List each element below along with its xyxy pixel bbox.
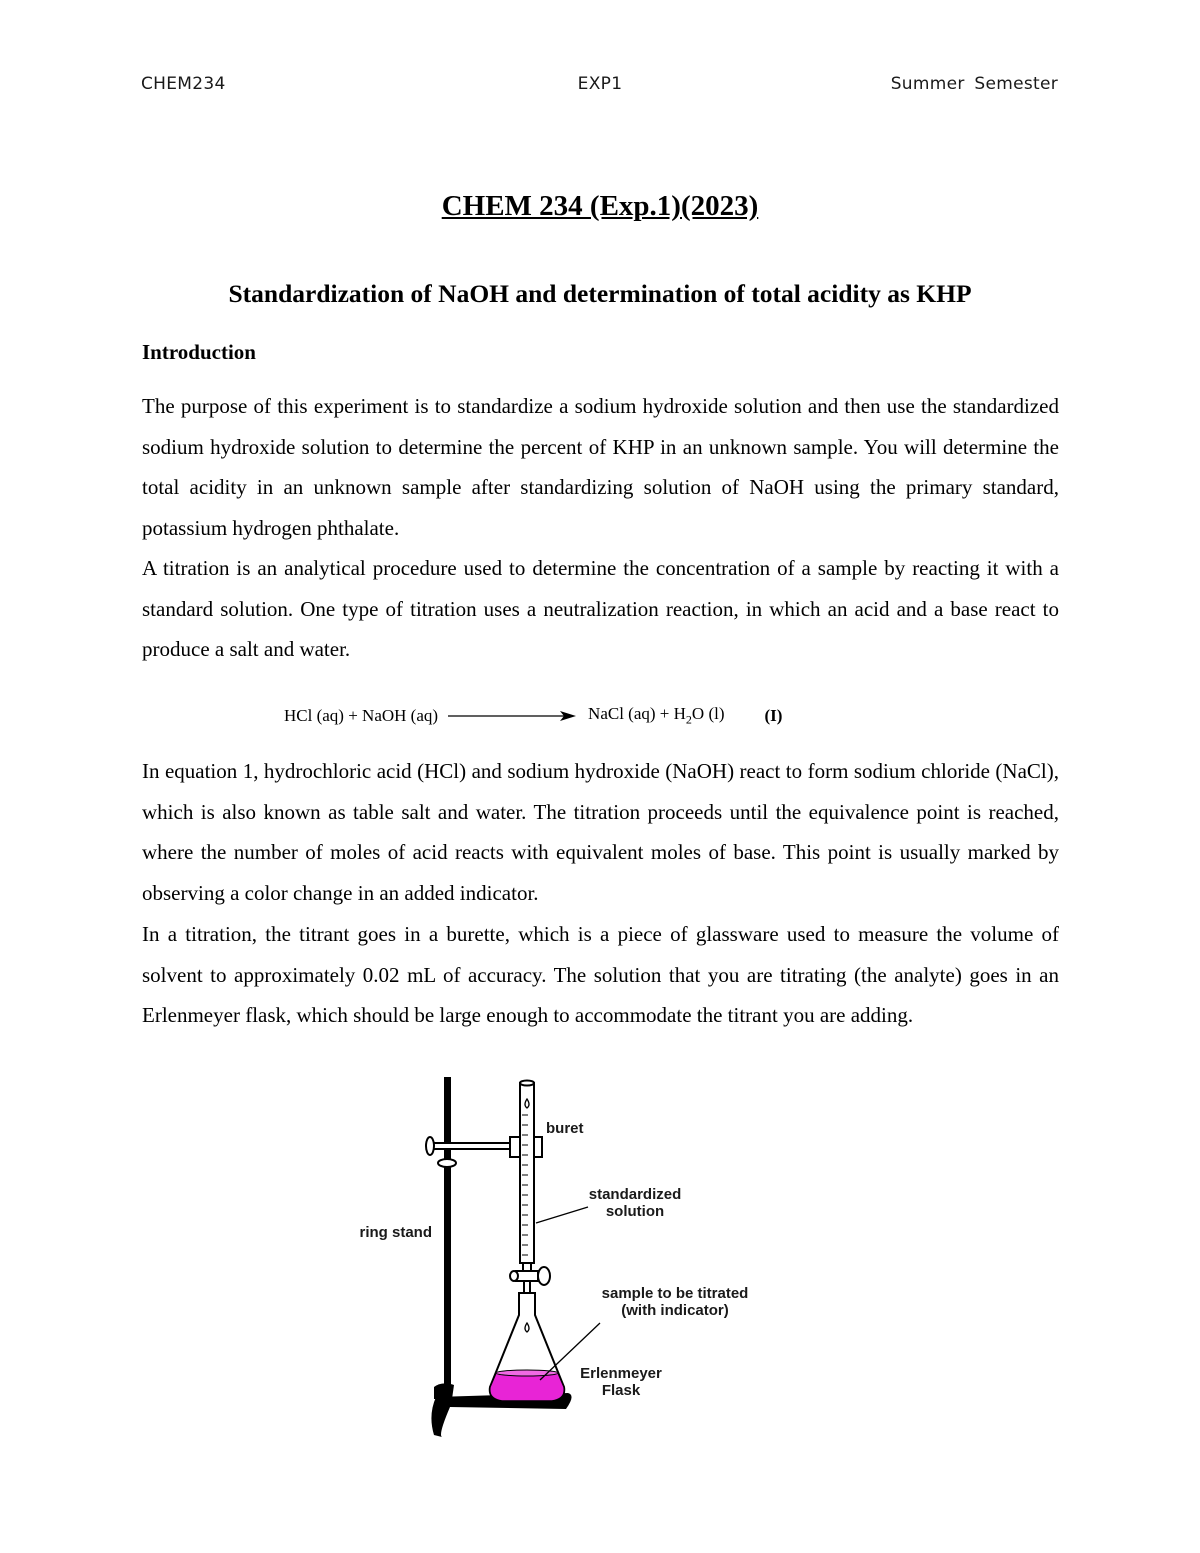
chemical-equation [284,704,782,727]
paragraph-titration-definition: A titration is an analytical procedure used to determine the concentration of a sample by reacting it with a standard solution. One type of titration uses a neutralization reaction, in which an acid and a base react to produce a salt and water. [142,556,1059,662]
stopcock-knob [510,1271,518,1281]
equation-product-a: NaCl (aq) + H [588,704,686,723]
label-flask-2: Flask [601,1382,641,1399]
titration-apparatus-diagram [330,1075,750,1440]
label-sample-1: sample to be titrated [601,1285,749,1302]
paragraph-purpose: The purpose of this experiment is to standardize a sodium hydroxide solution and then use the standardized sodium hydroxide solution to determine the percent of KHP in an unknown sample. You will determine the total acidity in an unknown sample after standardizing solution of NaOH using the primary standard, potassium hydrogen phthalate. [142,394,1059,540]
page-title [0,190,1200,223]
equation-product-b: O (l) [691,704,725,723]
label-standardized-2: solution [605,1203,665,1220]
clamp-knob-lower [438,1159,456,1167]
paragraph-burette: In a titration, the titrant goes in a burette, which is a piece of glassware used to measure the volume of solvent to approximately 0.02 mL of accuracy. The solution that you are titrating (the analyte) goes in an Erlenmeyer flask, which should be large enough to accommodate the titrant you are adding. [142,922,1059,1028]
paragraph-equation-explanation: In equation 1, hydrochloric acid (HCl) and sodium hydroxide (NaOH) react to form sodium chloride (NaCl), which is also known as table salt and water. The titration proceeds until the equivalence point is reached, where the number of moles of acid reacts with equivalent moles of base. This point is usually marked by observing a color change in an added indicator. [142,759,1059,905]
clamp-knob-left [426,1137,434,1155]
stopcock-handle [538,1267,550,1285]
label-flask-1: Erlenmeyer [580,1365,662,1382]
ring-stand-foot [434,1383,454,1399]
page-title-text: CHEM 234 (Exp.1)(2023) [441,190,759,222]
page-subtitle: Standardization of NaOH and determination of total acidity as KHP [228,279,972,308]
buret-tube [520,1083,534,1263]
header-experiment: EXP1 [577,74,623,94]
header-semester: Summer Semester [890,74,1058,94]
header-course: CHEM234 [141,74,226,94]
equation-number: (I) [764,705,783,725]
section-heading-introduction: Introduction [142,340,256,364]
label-buret: buret [546,1120,584,1137]
buret-stopcock [516,1271,538,1281]
leader-standardized [536,1207,588,1223]
equation-products [588,704,724,727]
flask-solution [490,1373,565,1401]
label-ring-stand: ring stand [359,1224,432,1241]
equation-reactants: HCl (aq) + NaOH (aq) [284,705,439,725]
equation-subscript: 2 [685,712,692,727]
ring-stand-rod [444,1077,451,1407]
label-sample-2: (with indicator) [621,1302,729,1319]
buret-top [520,1081,534,1086]
label-standardized-1: standardized [588,1186,682,1203]
reaction-arrow-icon [448,709,578,723]
